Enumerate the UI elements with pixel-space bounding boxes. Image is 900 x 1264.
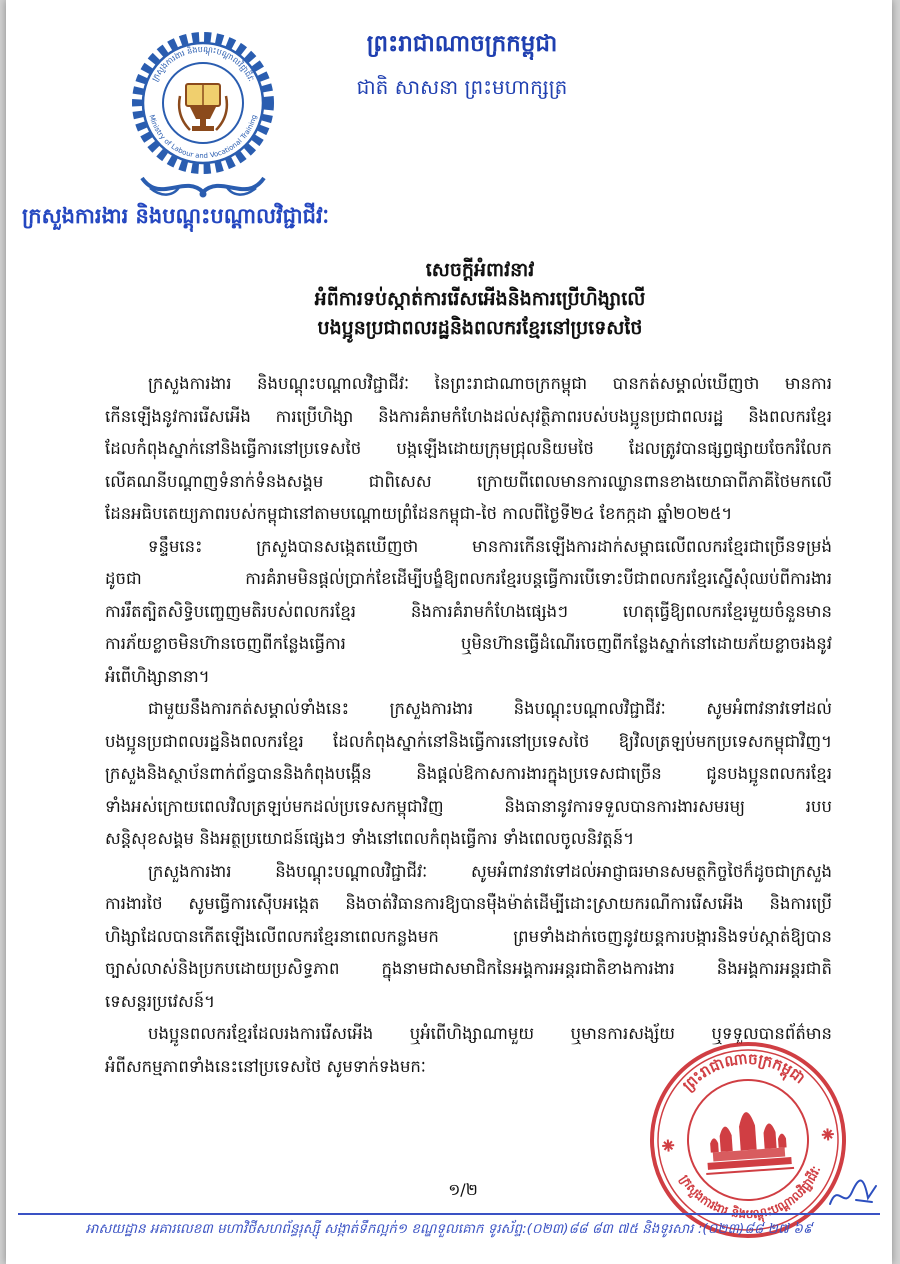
paragraph-3 xyxy=(105,693,832,856)
body-line: ទន្ទឹមនេះ ក្រសួងបានសង្កេតឃើញថា មានការកើនឡើងការដាក់សម្ពាធលើពលករខ្មែរជាច្រើនទម្រង់ xyxy=(148,536,832,556)
seal-star-icon xyxy=(662,1139,675,1152)
body-line: អំពើហិង្សានានា។ xyxy=(105,666,210,686)
logo-text-english-path: Ministry of Labour and Vocational Training xyxy=(147,113,259,161)
body-line: ក្រសួងនិងស្ថាប័នពាក់ព័ន្ធបាននិងកំពុងបង្កើន និងផ្តល់ឱកាសការងារក្នុងប្រទេសជាច្រើន ជូនបងប្អូនពលករខ្មែរ xyxy=(105,764,832,783)
logo-flourish xyxy=(142,178,264,198)
logo-book-trophy-emblem xyxy=(179,84,227,131)
title-line: បងប្អូនប្រជាពលរដ្ឋនិងពលករខ្មែរនៅប្រទេសថៃ xyxy=(317,317,643,339)
title-line: អំពីការទប់ស្កាត់ការរើសអើងនិងការប្រើហិង្សាលើ xyxy=(314,288,646,310)
body-line: ដូចជា ការគំរាមមិនផ្តល់ប្រាក់ខែដើម្បីបង្ខំឱ្យពលករខ្មែរបន្តធ្វើការបើទោះបីជាពលករខ្មែរស្នើសុំឈប់ពីការងារ xyxy=(105,569,832,588)
body-line: កើនឡើងនូវការរើសអើង ការប្រើហិង្សា និងការគំរាមកំហែងដល់សុវត្ថិភាពរបស់បងប្អូនប្រជាពលរដ្ឋ និងពលករខ្មែរ xyxy=(105,406,832,426)
paragraph-4 xyxy=(105,856,832,1019)
logo-text-khmer-path: ក្រសួងការងារ និងបណ្តុះបណ្តាលវិជ្ជាជីវៈ xyxy=(150,44,256,83)
body-line: ការងារថៃ សូមធ្វើការស៊ើបអង្កេត និងចាត់វិធានការឱ្យបានម៉ឺងម៉ាត់ដើម្បីដោះស្រាយករណីការរើសអើង និងការប្រើ xyxy=(105,894,832,913)
national-motto: ជាតិ សាសនា ព្រះមហាក្សត្រ xyxy=(356,75,568,99)
body-line: ការរឹតត្បិតសិទ្ធិបញ្ចេញមតិរបស់ពលករខ្មែរ និងការគំរាមកំហែងផ្សេងៗ ហេតុធ្វើឱ្យពលករខ្មែរមួយចំនួនមាន xyxy=(105,601,832,621)
seal-text-bottom-path: ក្រសួងការងារ និងបណ្តុះបណ្តាលវិជ្ជាជីវៈ xyxy=(677,1163,824,1222)
body-line: ដែនអធិបតេយ្យភាពរបស់កម្ពុជានៅតាមបណ្តោយព្រំដែនកម្ពុជា-ថៃ កាលពីថ្ងៃទី២៤ ខែកក្កដា ឆ្នាំ២០២៥។ xyxy=(105,504,733,523)
document-title xyxy=(200,256,760,343)
paragraph-2 xyxy=(105,531,832,694)
angkor-wat-emblem xyxy=(702,1109,794,1174)
body-line: សន្តិសុខសង្គម និងអត្ថប្រយោជន៍ផ្សេងៗ ទាំងនៅពេលកំពុងធ្វើការ ទាំងពេលចូលនិវត្តន៍។ xyxy=(105,829,635,848)
footer-address: អាសយដ្ឋាន អគារលេខ៣ មហាវិថីសហព័ន្ធរុស្ស៊ី សង្កាត់ទឹកល្អក់១ ខណ្ឌទួលគោក ទូរស័ព្ទ:(០២៣)៨៨ ៨៣ ៧៥ និងទូរសារ :(០២៣)៨៨ ២៧ ៦៩ xyxy=(85,1221,813,1237)
body-line: បងប្អូនពលករខ្មែរដែលរងការរើសអើង ឬអំពើហិង្សាណាមួយ ឬមានការសង្ស័យ ឬទទួលបានព័ត៌មាន xyxy=(148,1024,832,1043)
body-line: ហិង្សាដែលបានកើតឡើងលើពលករខ្មែរនាពេលកន្លងមក ព្រមទាំងដាក់ចេញនូវយន្តការបង្ការនិងទប់ស្កាត់ឱ្យបាន xyxy=(105,926,832,946)
seal-text-top-path: ព្រះរាជាណាចក្រកម្ពុជា xyxy=(678,1049,809,1095)
page-number: ១/២ xyxy=(448,1180,478,1199)
body-line: ក្រសួងការងារ និងបណ្តុះបណ្តាលវិជ្ជាជីវៈ នៃព្រះរាជាណាចក្រកម្ពុជា បានកត់សម្គាល់ឃើញថា មានការ xyxy=(148,374,832,393)
body-line: ជាមួយនឹងការកត់សម្គាល់ទាំងនេះ ក្រសួងការងារ និងបណ្តុះបណ្តាលវិជ្ជាជីវៈ សូមអំពាវនាវទៅដល់ xyxy=(148,699,832,718)
body-line: ច្បាស់លាស់និងប្រកបដោយប្រសិទ្ធភាព ក្នុងនាមជាសមាជិកនៃអង្គការអន្តរជាតិខាងការងារ និងអង្គការអន្តរជាតិ xyxy=(105,959,832,978)
kingdom-heading: ព្រះរាជាណាចក្រកម្ពុជា xyxy=(366,31,558,57)
body-line: បងប្អូនប្រជាពលរដ្ឋនិងពលករខ្មែរ ដែលកំពុងស្នាក់នៅនិងធ្វើការនៅប្រទេសថៃ ឱ្យវិលត្រឡប់មកប្រទេសកម្ពុជាវិញ។ xyxy=(105,731,832,751)
document-body xyxy=(105,368,832,1083)
ministry-logo xyxy=(128,28,278,206)
footer-divider xyxy=(18,1213,880,1215)
body-line: អំពីសកម្មភាពទាំងនេះនៅប្រទេសថៃ សូមទាក់ទងមកៈ xyxy=(105,1056,426,1076)
body-line: ក្រសួងការងារ និងបណ្តុះបណ្តាលវិជ្ជាជីវៈ សូមអំពាវនាវទៅដល់អាជ្ញាធរមានសមត្ថកិច្ចថៃក៏ដូចជាក្រសួង xyxy=(148,861,832,881)
ministry-name: ក្រសួងការងារ និងបណ្តុះបណ្តាលវិជ្ជាជីវៈ xyxy=(22,204,330,228)
body-line: ដែលកំពុងស្នាក់នៅនិងធ្វើការនៅប្រទេសថៃ បង្កឡើងដោយក្រុមជ្រុលនិយមថៃ ដែលត្រូវបានផ្សព្វផ្សាយចែករំលែក xyxy=(105,439,832,458)
title-line: សេចក្តីអំពាវនាវ xyxy=(425,259,535,281)
document-page xyxy=(6,0,892,1264)
body-line: ការភ័យខ្លាចមិនហ៊ានចេញពីកន្លែងធ្វើការ ឬមិនហ៊ានធ្វើដំណើរចេញពីកន្លែងស្នាក់នៅដោយភ័យខ្លាចរងនូវ xyxy=(105,634,832,653)
paragraph-1 xyxy=(105,368,832,531)
body-line: លើគណនីបណ្តាញទំនាក់ទំនងសង្គម ជាពិសេស ក្រោយពីពេលមានការឈ្លានពានខាងយោធាពីភាគីថៃមកលើ xyxy=(105,471,832,491)
seal-star-icon xyxy=(821,1128,834,1141)
body-line: ទាំងអស់ក្រោយពេលវិលត្រឡប់មកដល់ប្រទេសកម្ពុជាវិញ និងធានានូវការទទួលបានការងារសមរម្យ របប xyxy=(105,796,832,816)
signature xyxy=(826,1176,882,1212)
body-line: ទេសន្តរប្រវេសន៍។ xyxy=(105,991,216,1011)
